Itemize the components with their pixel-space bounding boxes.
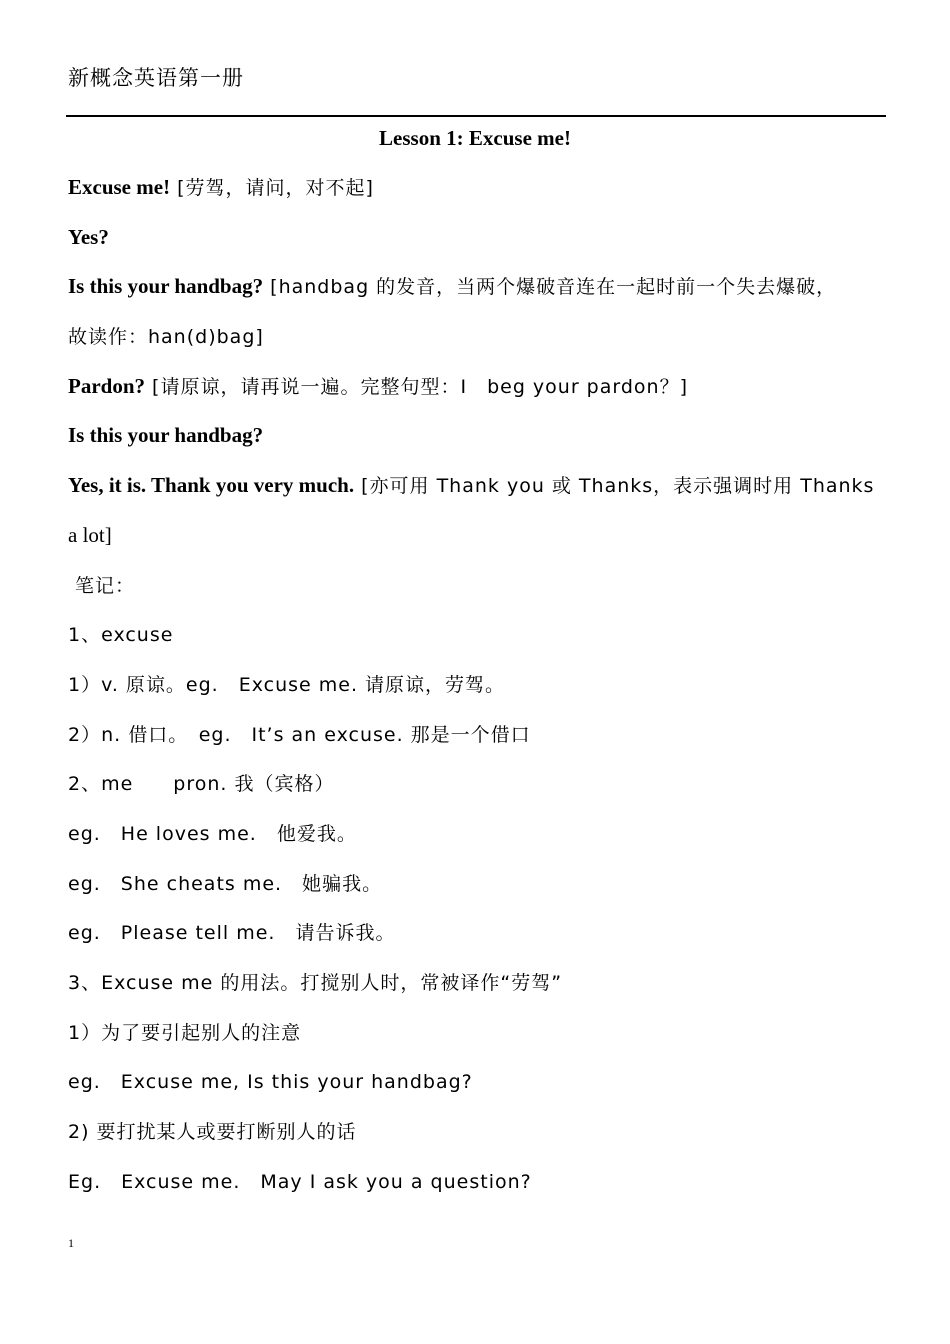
lesson-title: Lesson 1: Excuse me!: [379, 126, 571, 150]
dialogue-english: Excuse me!: [68, 175, 171, 199]
dialogue-note: [劳驾，请问，对不起]: [170, 177, 374, 199]
dialogue-note: [请原谅，请再说一遍。完整句型：I beg your pardon？]: [145, 375, 689, 398]
dialogue-line: [68, 461, 888, 511]
running-header: 新概念英语第一册: [68, 66, 244, 90]
note-text: eg. He loves me. 他爱我。: [68, 822, 357, 845]
note-text: eg. Excuse me, Is this your handbag?: [68, 1071, 473, 1094]
page-number: 1: [68, 1236, 74, 1250]
dialogue-note-continued: [68, 312, 888, 362]
note-item: [68, 1107, 888, 1157]
note-text: 2、me pron. 我（宾格）: [68, 773, 335, 796]
dialogue-english: Yes, it is. Thank you very much.: [68, 473, 355, 498]
dialogue-line: [68, 411, 888, 461]
note-item: [68, 908, 888, 958]
header-divider: [66, 115, 886, 117]
dialogue-line: [68, 163, 888, 213]
note-text: Eg. Excuse me. May I ask you a question?: [68, 1170, 532, 1193]
dialogue-note-continued: [68, 511, 888, 561]
notes-heading: [68, 561, 888, 611]
dialogue-note: a lot]: [68, 522, 112, 547]
note-item: [68, 759, 888, 809]
note-item: [68, 958, 888, 1008]
dialogue-note: 故读作：han(d)bag]: [68, 326, 264, 349]
note-item: [68, 1057, 888, 1107]
dialogue-note: [亦可用 Thank you 或 Thanks，表示强调时用 Thanks: [354, 475, 875, 498]
note-text: eg. She cheats me. 她骗我。: [68, 872, 383, 895]
lesson-body: [68, 163, 888, 1206]
note-text: eg. Please tell me. 请告诉我。: [68, 922, 396, 945]
note-item: [68, 859, 888, 909]
dialogue-english: Pardon?: [68, 373, 146, 398]
note-text: 2) 要打扰某人或要打断别人的话: [68, 1121, 357, 1144]
note-item: [68, 1008, 888, 1058]
note-text: 1）为了要引起别人的注意: [68, 1021, 302, 1044]
dialogue-english: Is this your handbag?: [68, 423, 264, 448]
dialogue-line: [68, 213, 888, 263]
note-item: [68, 660, 888, 710]
dialogue-line: [68, 362, 888, 412]
dialogue-line: [68, 262, 888, 312]
note-item: [68, 1157, 888, 1207]
note-text: 2）n. 借口。 eg. It’s an excuse. 那是一个借口: [68, 723, 531, 746]
note-text: 1、excuse: [68, 624, 174, 647]
note-text: 3、Excuse me 的用法。打搅别人时，常被译作“劳驾”: [68, 972, 563, 994]
dialogue-english: Yes?: [68, 224, 109, 249]
notes-heading-text: 笔记：: [75, 574, 136, 597]
note-item: [68, 710, 888, 760]
dialogue-english: Is this your handbag?: [68, 274, 264, 299]
dialogue-note: [handbag 的发音，当两个爆破音连在一起时前一个失去爆破，: [263, 276, 837, 299]
note-item: [68, 610, 888, 660]
note-text: 1）v. 原谅。eg. Excuse me. 请原谅，劳驾。: [68, 673, 506, 696]
note-item: [68, 809, 888, 859]
